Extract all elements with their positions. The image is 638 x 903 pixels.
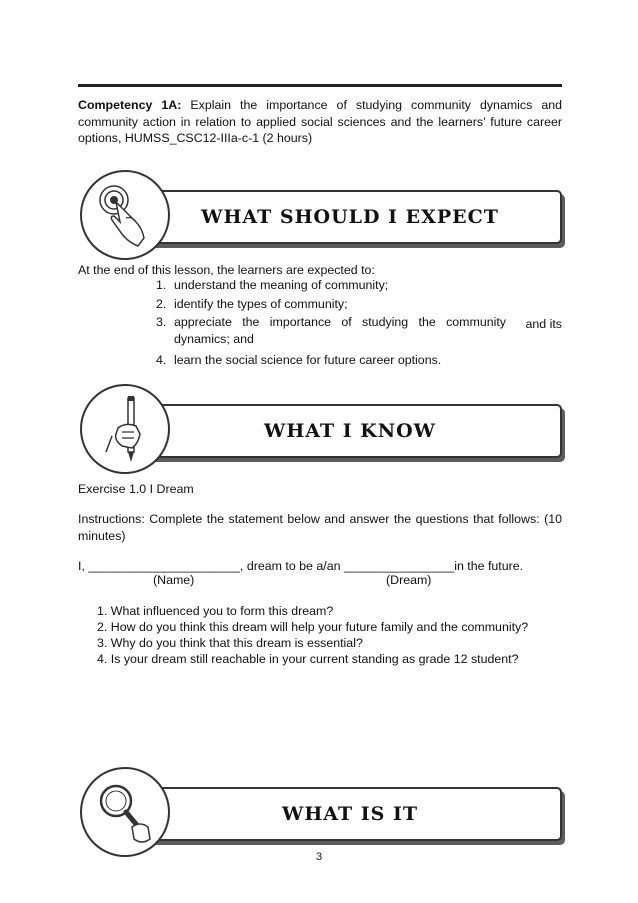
top-rule (78, 84, 562, 87)
competency-text: Explain the importance of studying community dynamics and community action in relation to applied social sciences and the learners’ future career options, HUMSS_CSC12-IIIa-c-1 (2 hours) (78, 98, 562, 145)
item-number: 2. (156, 296, 167, 311)
questions-list (97, 603, 567, 667)
item-text: appreciate the importance of studying the community (174, 315, 506, 329)
banner-bar (138, 404, 562, 458)
competency-label: Competency 1A: (78, 98, 182, 112)
question-item: 1. What influenced you to form this dream? (97, 604, 334, 618)
dream-label: (Dream) (386, 573, 432, 587)
section-banner-isit (78, 765, 562, 857)
item-text-tail: and its (525, 317, 562, 331)
name-label: (Name) (153, 573, 195, 587)
banner-bar (138, 190, 562, 244)
list-item (156, 296, 562, 313)
competency-statement (78, 97, 562, 147)
section-title-isit: WHAT IS IT (282, 803, 418, 825)
question-item: 3. Why do you think that this dream is essential? (97, 636, 363, 650)
section-banner-know (78, 382, 562, 474)
list-item (156, 352, 562, 369)
item-number: 4. (156, 353, 167, 367)
section-banner-expect (78, 168, 562, 260)
item-number: 1. (156, 278, 167, 292)
dream-statement: I, ______________________, dream to be a/an ________________in the future. (78, 559, 524, 573)
question-item: 2. How do you think this dream will help your future family and the community? (97, 620, 529, 634)
item-number: 3. (156, 315, 167, 329)
list-item (156, 277, 562, 294)
objectives-list (78, 277, 562, 369)
item-text-continued: dynamics; and (174, 331, 254, 346)
question-item: 4. Is your dream still reachable in your current standing as grade 12 student? (97, 652, 519, 666)
item-text: identify the types of community; (174, 296, 348, 311)
item-text: understand the meaning of community; (174, 278, 389, 292)
exercise-instructions: Instructions: Complete the statement below and answer the questions that follows: (10 minutes) (78, 512, 562, 543)
finger-touch-icon (80, 170, 170, 260)
banner-bar (138, 787, 562, 841)
section-title-expect: WHAT SHOULD I EXPECT (201, 206, 499, 228)
page-number: 3 (315, 851, 323, 863)
list-item (156, 314, 562, 347)
hand-pencil-icon (80, 384, 170, 474)
magnifying-glass-icon (80, 767, 170, 857)
section-title-know: WHAT I KNOW (263, 420, 437, 442)
item-text: learn the social science for future career options. (174, 353, 442, 367)
objectives-intro: At the end of this lesson, the learners are expected to: (78, 263, 375, 277)
exercise-title: Exercise 1.0 I Dream (78, 482, 194, 496)
